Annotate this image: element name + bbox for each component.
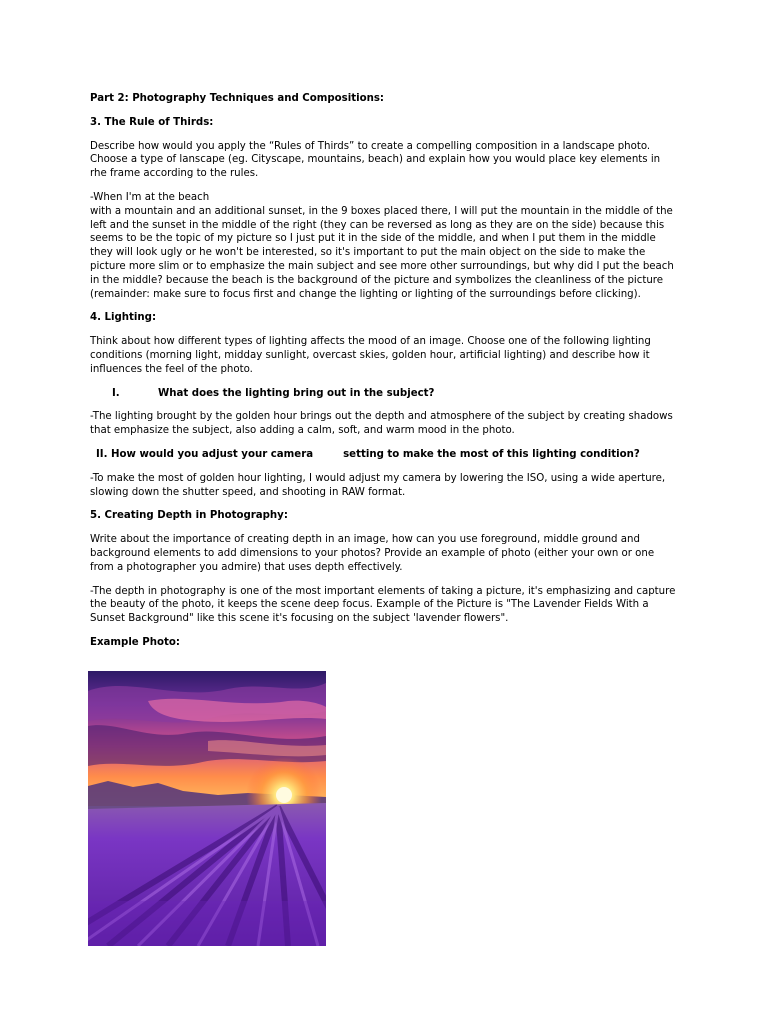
section3-heading: 3. The Rule of Thirds: <box>90 116 214 128</box>
section3-prompt: Describe how would you apply the “Rules of Thirds” to create a compelling composition in a landscape photo. Choose a type of lanscape (eg. Cityscape, mountains, beach) and explain how you would place key elements in rhe frame according to the rules. <box>90 140 661 180</box>
section3-answer-line1: -When I'm at the beach <box>90 191 210 203</box>
question-2-part2: setting to make the most of this lighting condition? <box>343 448 640 460</box>
example-photo-label: Example Photo: <box>90 636 180 648</box>
question-1 <box>90 387 680 401</box>
answer-2: -To make the most of golden hour lighting, I would adjust my camera by lowering the ISO, using a wide aperture, slowing down the shutter speed, and shooting in RAW format. <box>90 472 666 498</box>
question-2 <box>90 448 680 462</box>
section3-answer <box>90 191 680 301</box>
document-body <box>90 92 680 660</box>
section5-prompt: Write about the importance of creating depth in an image, how can you use foreground, middle ground and background elements to add dimensions to your photos? Provide an example of photo (either your own or one from a photographer you admire) that uses depth effectively. <box>90 534 655 573</box>
section3-answer-body: with a mountain and an additional sunset, in the 9 boxes placed there, I will put the mountain in the middle of the left and the sunset in the middle of the right (they can be reversed as long as they are on the side) because this seems to be the topic of my picture so I just put it in the side of the middle, and when I put them in the middle they will look ugly or he won't be interested, so it's important to put the main object on the side to make the picture more slim or to emphasize the main subject and see more other surroundings, but why did I put the beach in the middle? because the beach is the background of the picture and symbolizes the cleanliness of the picture (remainder: make sure to focus first and change the lighting or lighting of the surroundings before clicking). <box>90 205 674 300</box>
question-1-number: I. <box>112 387 120 399</box>
section5-answer: -The depth in photography is one of the most important elements of taking a picture, it's emphasizing and capture the beauty of the photo, it keeps the scene deep focus. Example of the Picture is "The Lavender Fields With a Sunset Background" like this scene it's focusing on the subject 'lavender flowers". <box>90 585 676 625</box>
lavender-sunset-photo <box>88 671 326 946</box>
answer-1: -The lighting brought by the golden hour brings out the depth and atmosphere of the subject by creating shadows that emphasize the subject, also adding a calm, soft, and warm mood in the photo. <box>90 411 673 437</box>
section4-heading: 4. Lighting: <box>90 312 157 324</box>
part-title: Part 2: Photography Techniques and Compositions: <box>90 93 384 104</box>
question-2-part1: II. How would you adjust your camera <box>96 448 314 460</box>
section5-heading: 5. Creating Depth in Photography: <box>90 510 288 522</box>
section4-prompt: Think about how different types of lighting affects the mood of an image. Choose one of the following lighting conditions (morning light, midday sunlight, overcast skies, golden hour, artificial lighting) and describe how it influences the feel of the photo. <box>90 336 651 375</box>
question-1-text: What does the lighting bring out in the subject? <box>158 387 435 399</box>
